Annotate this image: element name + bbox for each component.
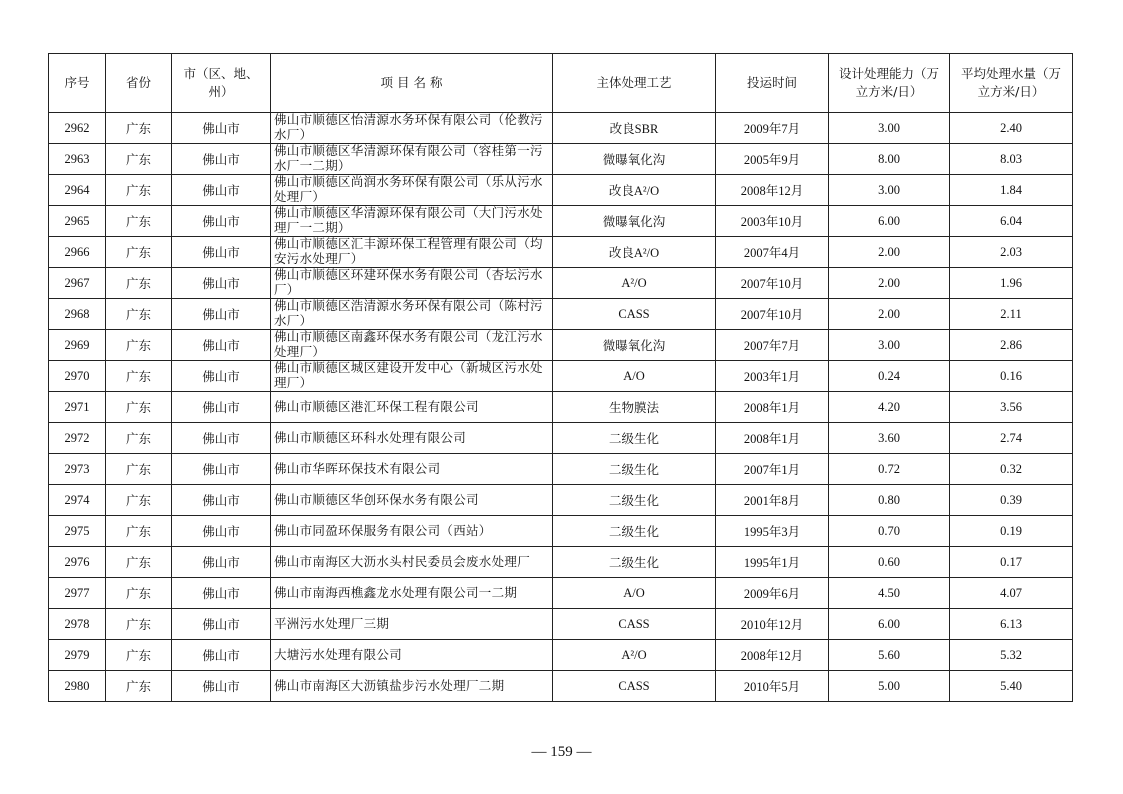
cell-province: 广东	[106, 268, 172, 299]
cell-capacity: 6.00	[829, 609, 950, 640]
cell-date: 2008年1月	[716, 392, 829, 423]
cell-process: 微曝氧化沟	[553, 330, 716, 361]
cell-province: 广东	[106, 144, 172, 175]
cell-average: 6.13	[950, 609, 1073, 640]
cell-process: CASS	[553, 671, 716, 702]
cell-capacity: 0.70	[829, 516, 950, 547]
cell-date: 2008年1月	[716, 423, 829, 454]
cell-date: 2009年7月	[716, 113, 829, 144]
cell-seq: 2966	[49, 237, 106, 268]
table-row	[49, 268, 1073, 299]
cell-province: 广东	[106, 516, 172, 547]
cell-city: 佛山市	[172, 206, 271, 237]
cell-date: 2007年7月	[716, 330, 829, 361]
cell-province: 广东	[106, 330, 172, 361]
cell-province: 广东	[106, 113, 172, 144]
cell-average: 8.03	[950, 144, 1073, 175]
cell-capacity: 3.00	[829, 175, 950, 206]
cell-province: 广东	[106, 237, 172, 268]
cell-project-name: 佛山市南海区大沥水头村民委员会废水处理厂	[271, 547, 553, 578]
cell-average: 3.56	[950, 392, 1073, 423]
cell-seq: 2963	[49, 144, 106, 175]
header-date: 投运时间	[716, 54, 829, 113]
cell-capacity: 4.50	[829, 578, 950, 609]
cell-process: 二级生化	[553, 516, 716, 547]
cell-date: 2010年5月	[716, 671, 829, 702]
header-name: 项 目 名 称	[271, 54, 553, 113]
cell-process: 二级生化	[553, 454, 716, 485]
cell-seq: 2978	[49, 609, 106, 640]
cell-capacity: 8.00	[829, 144, 950, 175]
table-row	[49, 640, 1073, 671]
cell-capacity: 5.60	[829, 640, 950, 671]
cell-city: 佛山市	[172, 640, 271, 671]
table-row	[49, 454, 1073, 485]
cell-seq: 2980	[49, 671, 106, 702]
cell-average: 5.40	[950, 671, 1073, 702]
cell-project-name: 佛山市南海区大沥镇盐步污水处理厂二期	[271, 671, 553, 702]
cell-capacity: 4.20	[829, 392, 950, 423]
cell-city: 佛山市	[172, 547, 271, 578]
cell-city: 佛山市	[172, 485, 271, 516]
cell-project-name: 佛山市顺德区城区建设开发中心（新城区污水处理厂）	[271, 361, 553, 392]
cell-date: 2003年10月	[716, 206, 829, 237]
table-row	[49, 175, 1073, 206]
cell-project-name: 佛山市顺德区环建环保水务有限公司（杏坛污水厂）	[271, 268, 553, 299]
cell-project-name: 佛山市顺德区华创环保水务有限公司	[271, 485, 553, 516]
cell-project-name: 佛山市顺德区尚润水务环保有限公司（乐从污水处理厂）	[271, 175, 553, 206]
cell-project-name: 平洲污水处理厂三期	[271, 609, 553, 640]
cell-city: 佛山市	[172, 392, 271, 423]
table-row	[49, 609, 1073, 640]
cell-capacity: 2.00	[829, 237, 950, 268]
cell-city: 佛山市	[172, 175, 271, 206]
cell-date: 2008年12月	[716, 175, 829, 206]
cell-date: 2007年10月	[716, 268, 829, 299]
cell-capacity: 0.60	[829, 547, 950, 578]
table-row	[49, 578, 1073, 609]
cell-capacity: 3.00	[829, 330, 950, 361]
cell-average: 0.17	[950, 547, 1073, 578]
table-row	[49, 423, 1073, 454]
cell-province: 广东	[106, 671, 172, 702]
cell-process: CASS	[553, 299, 716, 330]
cell-city: 佛山市	[172, 423, 271, 454]
cell-date: 2008年12月	[716, 640, 829, 671]
cell-project-name: 佛山市顺德区怡清源水务环保有限公司（伦教污水厂）	[271, 113, 553, 144]
cell-seq: 2968	[49, 299, 106, 330]
table-row	[49, 547, 1073, 578]
header-city: 市（区、地、州）	[172, 54, 271, 113]
cell-average: 2.03	[950, 237, 1073, 268]
cell-project-name: 佛山市顺德区港汇环保工程有限公司	[271, 392, 553, 423]
cell-capacity: 0.80	[829, 485, 950, 516]
cell-process: A²/O	[553, 640, 716, 671]
cell-average: 1.84	[950, 175, 1073, 206]
cell-province: 广东	[106, 299, 172, 330]
cell-city: 佛山市	[172, 516, 271, 547]
cell-capacity: 6.00	[829, 206, 950, 237]
cell-city: 佛山市	[172, 578, 271, 609]
cell-process: 改良A²/O	[553, 175, 716, 206]
cell-seq: 2974	[49, 485, 106, 516]
cell-seq: 2976	[49, 547, 106, 578]
cell-average: 0.19	[950, 516, 1073, 547]
cell-date: 2010年12月	[716, 609, 829, 640]
header-capacity: 设计处理能力（万立方米/日）	[829, 54, 950, 113]
cell-project-name: 佛山市顺德区浩清源水务环保有限公司（陈村污水厂）	[271, 299, 553, 330]
cell-process: A/O	[553, 578, 716, 609]
cell-capacity: 5.00	[829, 671, 950, 702]
cell-seq: 2971	[49, 392, 106, 423]
cell-seq: 2964	[49, 175, 106, 206]
header-average: 平均处理水量（万立方米/日）	[950, 54, 1073, 113]
cell-average: 2.74	[950, 423, 1073, 454]
cell-average: 0.32	[950, 454, 1073, 485]
cell-seq: 2979	[49, 640, 106, 671]
table-row	[49, 361, 1073, 392]
cell-project-name: 佛山市顺德区环科水处理有限公司	[271, 423, 553, 454]
cell-city: 佛山市	[172, 671, 271, 702]
cell-process: CASS	[553, 609, 716, 640]
table-row	[49, 516, 1073, 547]
cell-province: 广东	[106, 547, 172, 578]
cell-date: 2005年9月	[716, 144, 829, 175]
cell-capacity: 2.00	[829, 299, 950, 330]
cell-average: 2.86	[950, 330, 1073, 361]
cell-average: 1.96	[950, 268, 1073, 299]
cell-average: 0.16	[950, 361, 1073, 392]
table-row	[49, 237, 1073, 268]
cell-process: 二级生化	[553, 485, 716, 516]
cell-project-name: 佛山市顺德区汇丰源环保工程管理有限公司（均安污水处理厂）	[271, 237, 553, 268]
header-row	[49, 54, 1073, 113]
cell-city: 佛山市	[172, 237, 271, 268]
cell-province: 广东	[106, 361, 172, 392]
cell-capacity: 3.60	[829, 423, 950, 454]
cell-seq: 2977	[49, 578, 106, 609]
cell-province: 广东	[106, 423, 172, 454]
cell-process: 改良A²/O	[553, 237, 716, 268]
cell-date: 2007年10月	[716, 299, 829, 330]
cell-city: 佛山市	[172, 144, 271, 175]
cell-process: A²/O	[553, 268, 716, 299]
cell-province: 广东	[106, 609, 172, 640]
cell-project-name: 大塘污水处理有限公司	[271, 640, 553, 671]
cell-process: 二级生化	[553, 423, 716, 454]
header-province: 省份	[106, 54, 172, 113]
cell-city: 佛山市	[172, 609, 271, 640]
cell-province: 广东	[106, 392, 172, 423]
cell-date: 1995年1月	[716, 547, 829, 578]
cell-average: 5.32	[950, 640, 1073, 671]
cell-process: 生物膜法	[553, 392, 716, 423]
cell-seq: 2972	[49, 423, 106, 454]
table-row	[49, 299, 1073, 330]
cell-process: 二级生化	[553, 547, 716, 578]
cell-province: 广东	[106, 485, 172, 516]
cell-average: 2.40	[950, 113, 1073, 144]
header-seq: 序号	[49, 54, 106, 113]
cell-average: 2.11	[950, 299, 1073, 330]
cell-city: 佛山市	[172, 299, 271, 330]
cell-date: 2007年4月	[716, 237, 829, 268]
cell-province: 广东	[106, 175, 172, 206]
cell-city: 佛山市	[172, 454, 271, 485]
table-row	[49, 330, 1073, 361]
cell-city: 佛山市	[172, 361, 271, 392]
table-row	[49, 113, 1073, 144]
cell-capacity: 2.00	[829, 268, 950, 299]
page-number: — 159 —	[531, 744, 592, 760]
cell-seq: 2965	[49, 206, 106, 237]
cell-project-name: 佛山市顺德区华清源环保有限公司（容桂第一污水厂一二期）	[271, 144, 553, 175]
table-row	[49, 392, 1073, 423]
cell-province: 广东	[106, 454, 172, 485]
cell-seq: 2967	[49, 268, 106, 299]
cell-process: A/O	[553, 361, 716, 392]
cell-city: 佛山市	[172, 330, 271, 361]
cell-seq: 2975	[49, 516, 106, 547]
cell-process: 微曝氧化沟	[553, 144, 716, 175]
cell-project-name: 佛山市顺德区南鑫环保水务有限公司（龙江污水处理厂）	[271, 330, 553, 361]
cell-project-name: 佛山市华晖环保技术有限公司	[271, 454, 553, 485]
cell-average: 6.04	[950, 206, 1073, 237]
cell-province: 广东	[106, 578, 172, 609]
cell-date: 1995年3月	[716, 516, 829, 547]
cell-capacity: 0.72	[829, 454, 950, 485]
cell-seq: 2969	[49, 330, 106, 361]
cell-date: 2003年1月	[716, 361, 829, 392]
cell-province: 广东	[106, 206, 172, 237]
cell-average: 4.07	[950, 578, 1073, 609]
table-row	[49, 144, 1073, 175]
cell-project-name: 佛山市顺德区华清源环保有限公司（大门污水处理厂一二期）	[271, 206, 553, 237]
cell-date: 2009年6月	[716, 578, 829, 609]
cell-average: 0.39	[950, 485, 1073, 516]
header-process: 主体处理工艺	[553, 54, 716, 113]
cell-project-name: 佛山市同盈环保服务有限公司（西站）	[271, 516, 553, 547]
cell-process: 改良SBR	[553, 113, 716, 144]
cell-date: 2001年8月	[716, 485, 829, 516]
cell-date: 2007年1月	[716, 454, 829, 485]
table-row	[49, 206, 1073, 237]
cell-city: 佛山市	[172, 113, 271, 144]
wastewater-plant-table	[48, 53, 1073, 702]
cell-province: 广东	[106, 640, 172, 671]
table-row	[49, 485, 1073, 516]
cell-capacity: 0.24	[829, 361, 950, 392]
cell-seq: 2973	[49, 454, 106, 485]
cell-project-name: 佛山市南海西樵鑫龙水处理有限公司一二期	[271, 578, 553, 609]
cell-city: 佛山市	[172, 268, 271, 299]
cell-process: 微曝氧化沟	[553, 206, 716, 237]
table-row	[49, 671, 1073, 702]
cell-capacity: 3.00	[829, 113, 950, 144]
cell-seq: 2962	[49, 113, 106, 144]
cell-seq: 2970	[49, 361, 106, 392]
